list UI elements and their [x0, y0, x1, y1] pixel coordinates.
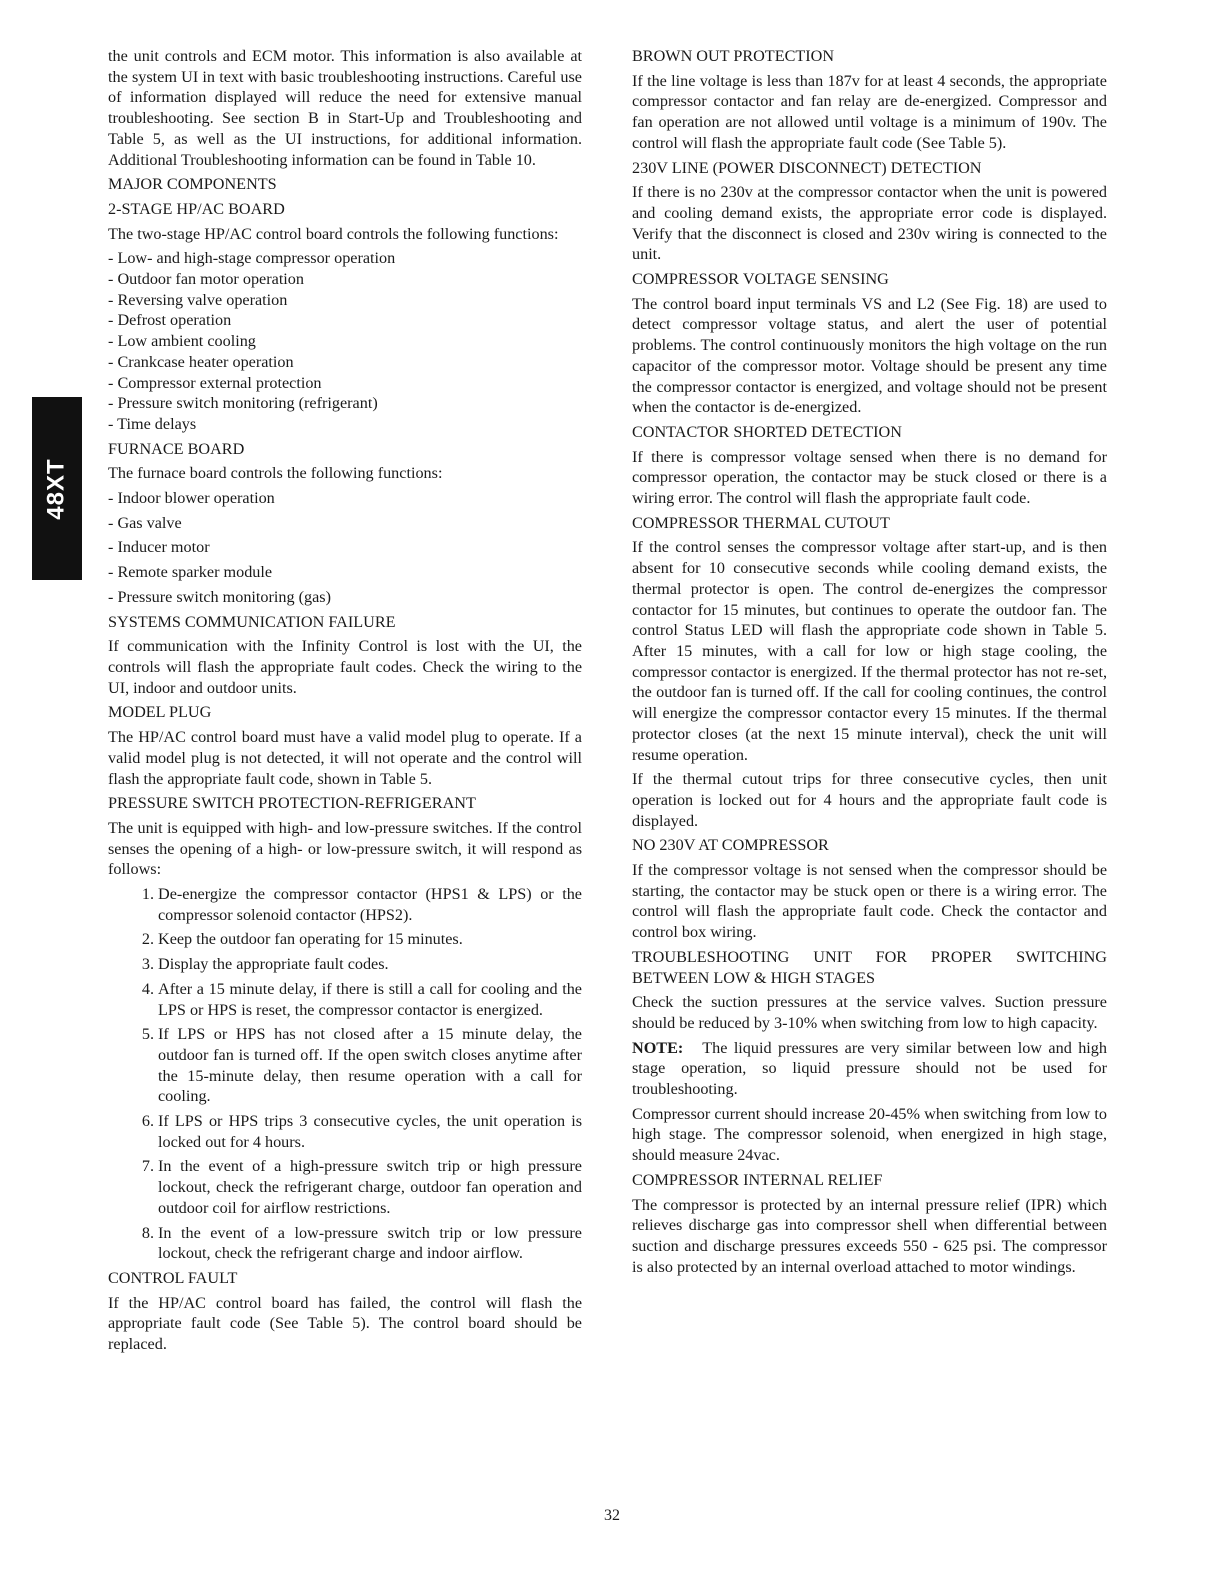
- thermal-cutout-heading: COMPRESSOR THERMAL CUTOUT: [632, 513, 890, 532]
- furnace-intro: The furnace board controls the following functions:: [108, 464, 443, 483]
- list-item: - Time delays: [108, 414, 582, 435]
- furnace-board-heading: FURNACE BOARD: [108, 439, 245, 458]
- list-item: - Outdoor fan motor operation: [108, 269, 582, 290]
- line-detection-heading: 230V LINE (POWER DISCONNECT) DETECTION: [632, 158, 982, 177]
- control-fault-text: If the HP/AC control board has failed, the control will flash the appropriate fault code (See Table 5). The control board should be replaced.: [108, 1293, 582, 1354]
- list-item: - Indoor blower operation: [108, 488, 582, 509]
- list-item: - Inducer motor: [108, 537, 582, 558]
- step-text: If LPS or HPS trips 3 consecutive cycles, the unit operation is locked out for 4 hours.: [158, 1112, 582, 1151]
- pressure-switch-steps: [108, 884, 582, 1264]
- model-plug-text: The HP/AC control board must have a valid model plug to operate. If a valid model plug is not detected, it will not operate and the control will flash the appropriate fault code, shown in Table 5.: [108, 728, 582, 788]
- step-item: [108, 929, 582, 950]
- thermal-cutout-lockout-text: If the thermal cutout trips for three consecutive cycles, then unit operation is locked out for 4 hours and the appropriate fault code is displayed.: [632, 770, 1107, 830]
- intro-paragraph: the unit controls and ECM motor. This information is also available at the system UI in text with basic troubleshooting instructions. Careful use of information displayed will reduce the need for extensive manual troubleshooting. See section B in Start-Up and Troubleshooting and Table 5, as well as the UI instructions, for additional information. Additional Troubleshooting information can be found in Table 10.: [108, 47, 582, 169]
- page-number: 32: [604, 1507, 620, 1524]
- right-column: [632, 46, 1107, 1281]
- step-number: 4.: [141, 979, 154, 998]
- step-item: [108, 979, 582, 1020]
- list-item: - Low- and high-stage compressor operation: [108, 248, 582, 269]
- list-item: - Gas valve: [108, 513, 582, 534]
- pressure-switch-heading: PRESSURE SWITCH PROTECTION-REFRIGERANT: [108, 794, 476, 813]
- hpac-function-list: [108, 248, 582, 434]
- step-text: After a 15 minute delay, if there is still a call for cooling and the LPS or HPS is reset, the compressor contactor is energized.: [158, 979, 582, 1019]
- side-tab-label: 48XT: [43, 457, 70, 520]
- step-text: If LPS or HPS has not closed after a 15 minute delay, the outdoor fan is turned off. If the open switch closes anytime after the 15-minute delay, then resume operation with a call for cooling.: [158, 1025, 582, 1106]
- step-text: De-energize the compressor contactor (HPS1 & LPS) or the compressor solenoid contactor (HPS2).: [158, 885, 582, 924]
- list-item: - Crankcase heater operation: [108, 352, 582, 373]
- step-number: 5.: [141, 1025, 154, 1044]
- compressor-current-text: Compressor current should increase 20-45% when switching from low to high stage. The compressor solenoid, when energized in high stage, should measure 24vac.: [632, 1104, 1107, 1165]
- step-item: [108, 1156, 582, 1218]
- comm-failure-text: If communication with the Infinity Control is lost with the UI, the controls will flash the appropriate fault codes. Check the wiring to the UI, indoor and outdoor units.: [108, 637, 582, 697]
- step-number: 7.: [141, 1157, 154, 1176]
- no-230v-heading: NO 230V AT COMPRESSOR: [632, 836, 829, 855]
- pressure-switch-text: The unit is equipped with high- and low-pressure switches. If the control senses the opening of a high- or low-pressure switch, it will respond as follows:: [108, 818, 582, 879]
- list-item: - Low ambient cooling: [108, 331, 582, 352]
- contactor-shorted-text: If there is compressor voltage sensed when there is no demand for compressor operation, the contactor may be stuck closed or there is a wiring error. The control will flash the appropriate fault code.: [632, 447, 1107, 508]
- step-number: 6.: [141, 1112, 154, 1131]
- step-item: [108, 884, 582, 925]
- step-number: 2.: [141, 930, 154, 949]
- step-item: [108, 1111, 582, 1152]
- step-number: 3.: [141, 955, 154, 974]
- list-item: - Compressor external protection: [108, 373, 582, 394]
- section-side-tab: [32, 397, 82, 580]
- step-text: Display the appropriate fault codes.: [158, 955, 389, 974]
- list-item: - Pressure switch monitoring (gas): [108, 587, 582, 608]
- control-fault-heading: CONTROL FAULT: [108, 1268, 238, 1287]
- voltage-sensing-heading: COMPRESSOR VOLTAGE SENSING: [632, 270, 889, 289]
- troubleshooting-stages-text: Check the suction pressures at the service valves. Suction pressure should be reduced by 3-10% when switching from low to high capacity.: [632, 993, 1107, 1032]
- step-item: [108, 954, 582, 975]
- hpac-intro: The two-stage HP/AC control board controls the following functions:: [108, 224, 559, 243]
- troubleshooting-stages-heading: TROUBLESHOOTING UNIT FOR PROPER SWITCHING BETWEEN LOW & HIGH STAGES: [632, 947, 1107, 987]
- step-text: In the event of a low-pressure switch trip or low pressure lockout, check the refrigerant charge and indoor airflow.: [158, 1223, 582, 1263]
- no-230v-text: If the compressor voltage is not sensed when the compressor should be starting, the contactor may be stuck open or there is a wiring error. The control will flash the appropriate fault code. Check the contactor and control box wiring.: [632, 861, 1107, 942]
- step-number: 8.: [141, 1223, 154, 1242]
- list-item: - Pressure switch monitoring (refrigerant): [108, 393, 582, 414]
- step-number: 1.: [141, 885, 154, 904]
- internal-relief-text: The compressor is protected by an internal pressure relief (IPR) which relieves discharge gas into compressor shell when differential between suction and discharge pressures exceeds 550 - 625 psi. The compressor is also protected by an internal overload attached to motor windings.: [632, 1195, 1107, 1276]
- contactor-shorted-heading: CONTACTOR SHORTED DETECTION: [632, 422, 902, 441]
- step-item: [108, 1223, 582, 1264]
- line-detection-text: If there is no 230v at the compressor contactor when the unit is powered and cooling demand exists, the appropriate error code is displayed. Verify that the disconnect is closed and 230v wiring is connected to the unit.: [632, 183, 1107, 264]
- brownout-heading: BROWN OUT PROTECTION: [632, 47, 835, 65]
- list-item: - Remote sparker module: [108, 562, 582, 583]
- major-components-heading: MAJOR COMPONENTS: [108, 175, 277, 194]
- list-item: - Reversing valve operation: [108, 290, 582, 311]
- left-column: [108, 46, 582, 1359]
- list-item: - Defrost operation: [108, 310, 582, 331]
- note-label: NOTE:: [632, 1038, 684, 1057]
- note-paragraph: [632, 1038, 1107, 1100]
- step-text: Keep the outdoor fan operating for 15 minutes.: [158, 930, 463, 949]
- hpac-board-heading: 2-STAGE HP/AC BOARD: [108, 199, 285, 218]
- model-plug-heading: MODEL PLUG: [108, 703, 212, 722]
- note-text: The liquid pressures are very similar between low and high stage operation, so liquid pressure should not be used for troubleshooting.: [632, 1038, 1107, 1099]
- thermal-cutout-text: If the control senses the compressor voltage after start-up, and is then absent for 10 consecutive seconds while cooling demand exists, the thermal protector is open. The control de-energizes the compressor contactor for 15 minutes, but continues to operate the outdoor fan. The control Status LED will flash the appropriate code shown in Table 5. After 15 minutes, with a call for low or high stage cooling, the compressor contactor is energized. If the thermal protector has not re-set, the outdoor fan is turned off. If the call for cooling continues, the control will energize the compressor contactor every 15 minutes. If the thermal protector closes (at the next 15 minute interval), check the unit will resume operation.: [632, 538, 1107, 764]
- step-text: In the event of a high-pressure switch trip or high pressure lockout, check the refrigerant charge, outdoor fan operation and outdoor coil for airflow restrictions.: [158, 1157, 582, 1217]
- voltage-sensing-text: The control board input terminals VS and L2 (See Fig. 18) are used to detect compressor voltage status, and alert the user of potential problems. The control continuously monitors the high voltage on the run capacitor of the compressor motor. Voltage should be present any time the compressor contactor is energized, and voltage should not be present when the contactor is de-energized.: [632, 294, 1107, 417]
- comm-failure-heading: SYSTEMS COMMUNICATION FAILURE: [108, 612, 396, 631]
- step-item: [108, 1024, 582, 1107]
- brownout-text: If the line voltage is less than 187v for at least 4 seconds, the appropriate compressor contactor and fan relay are de-energized. Compressor and fan operation are not allowed until voltage is a minimum of 190v. The control will flash the appropriate fault code (See Table 5).: [632, 71, 1107, 152]
- furnace-function-list: [108, 488, 582, 608]
- internal-relief-heading: COMPRESSOR INTERNAL RELIEF: [632, 1170, 883, 1189]
